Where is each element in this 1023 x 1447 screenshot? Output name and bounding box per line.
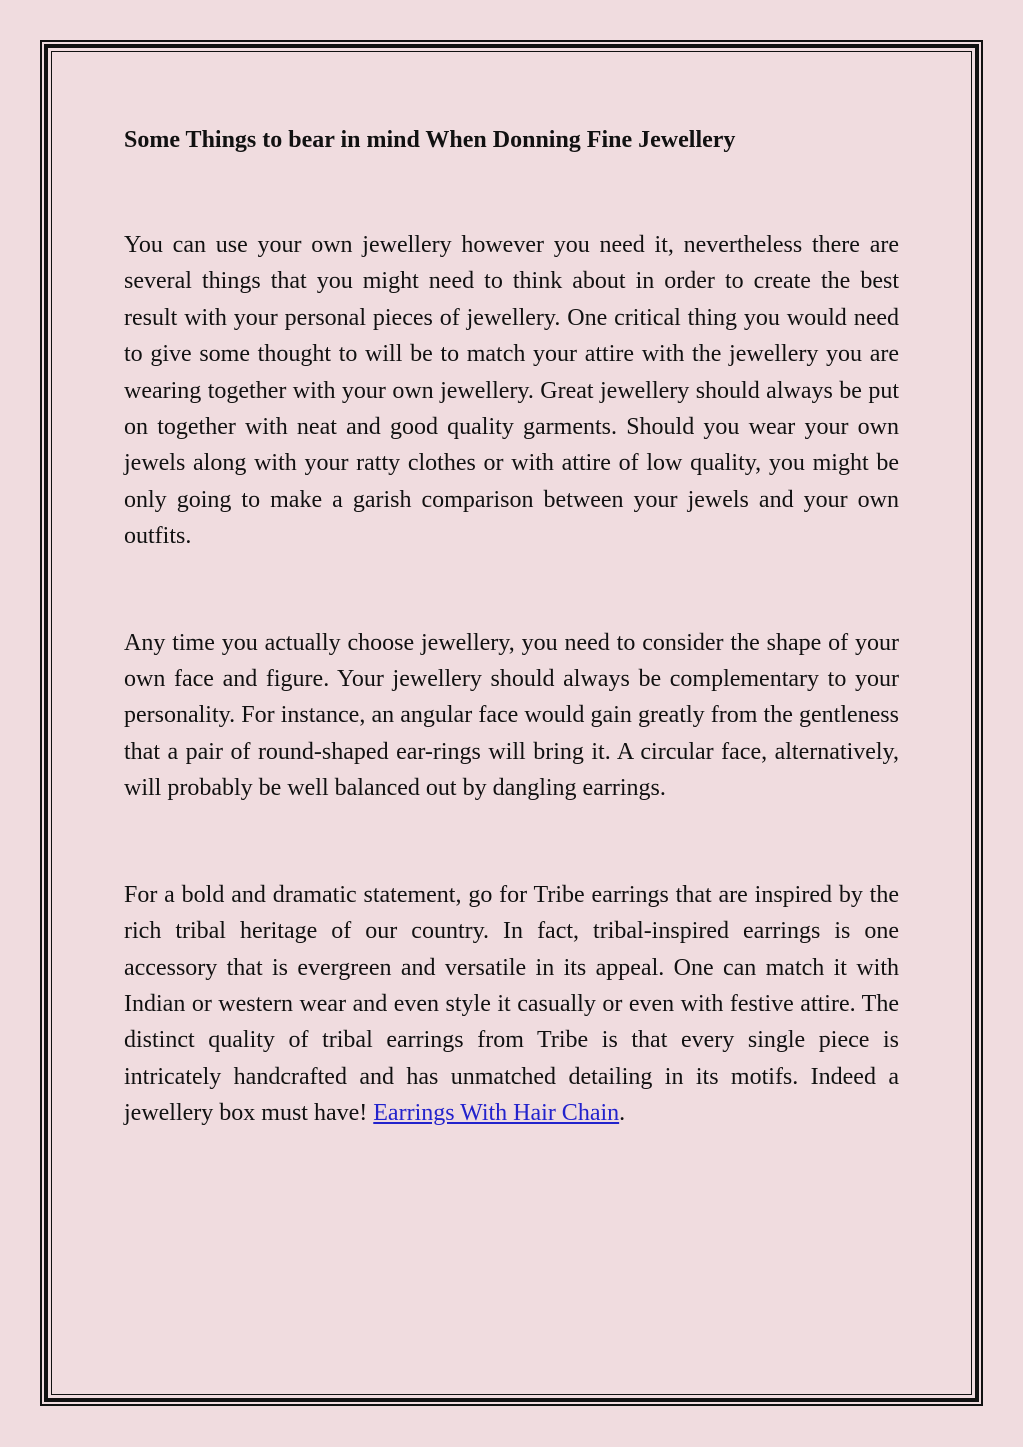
earrings-hair-chain-link[interactable]: Earrings With Hair Chain [373,1100,620,1127]
paragraph-tribe-text: For a bold and dramatic statement, go for Tribe earrings that are inspired by the rich tribal heritage of our country. In fact, tribal-inspired earrings is one accessory that is evergreen and versatile in its appeal. One can match it with Indian or western wear and even style it casually or even with festive attire. The distinct quality of tribal earrings from Tribe is that every single piece is intricately handcrafted and has unmatched detailing in its motifs. Indeed a jewellery box must have! [124,881,899,1127]
document-content [124,120,899,1132]
paragraph-face-shape: Any time you actually choose jewellery, you need to consider the shape of your own face and figure. Your jewellery should always be complementary to your personality. For instance, an angular face would gain greatly from the gentleness that a pair of round-shaped ear-rings will bring it. A circular face, alternatively, will probably be well balanced out by dangling earrings. [124,629,899,802]
paragraph-trailing-period: . [619,1100,626,1127]
document-title: Some Things to bear in mind When Donning Fine Jewellery [124,127,736,153]
paragraph-attire: You can use your own jewellery however you need it, nevertheless there are several things that you might need to think about in order to create the best result with your personal pieces of jewellery. One critical thing you would need to give some thought to will be to match your attire with the jewellery you are wearing together with your own jewellery. Great jewellery should always be put on together with neat and good quality garments. Should you wear your own jewels along with your ratty clothes or with attire of low quality, you might be only going to make a garish comparison between your jewels and your own outfits. [124,232,899,550]
paragraph-tribe-earrings [124,877,899,1132]
